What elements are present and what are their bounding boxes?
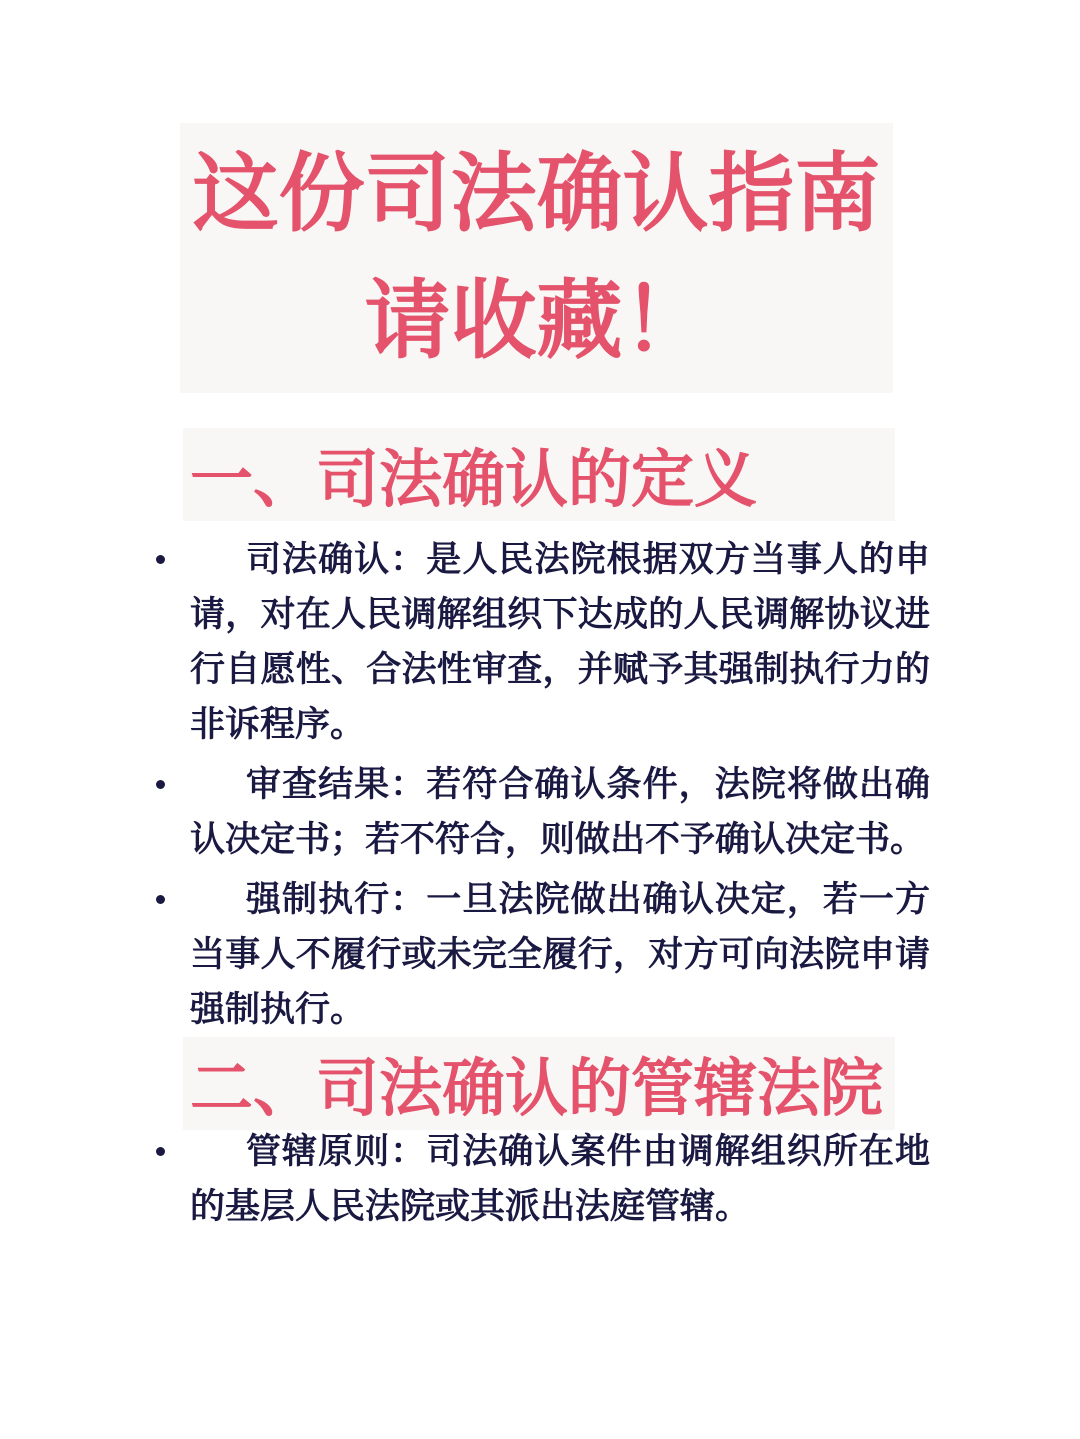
page-title-line-1: 这份司法确认指南 — [192, 146, 881, 243]
bullet-text: 强制执行：一旦法院做出确认决定，若一方当事人不履行或未完全履行，对方可向法院申请强制执行。 — [190, 880, 930, 1029]
section-1-bullet-list — [190, 532, 930, 1042]
title-block — [180, 123, 893, 393]
bullet-item — [190, 872, 930, 1037]
bullet-text: 管辖原则：司法确认案件由调解组织所在地的基层人民法院或其派出法庭管辖。 — [190, 1132, 930, 1226]
bullet-dot-icon — [156, 780, 165, 789]
bullet-dot-icon — [156, 1147, 165, 1156]
page-title-line-2: 请收藏！ — [364, 273, 709, 369]
section-1-heading: 一、司法确认的定义 — [183, 428, 895, 521]
section-2-heading: 二、司法确认的管辖法院 — [183, 1037, 895, 1130]
bullet-item — [190, 757, 930, 867]
bullet-text: 审查结果：若符合确认条件，法院将做出确认决定书；若不符合，则做出不予确认决定书。 — [190, 765, 930, 859]
bullet-dot-icon — [156, 555, 165, 564]
bullet-text: 司法确认：是人民法院根据双方当事人的申请，对在人民调解组织下达成的人民调解协议进行自愿性、合法性审查，并赋予其强制执行力的非诉程序。 — [190, 540, 930, 744]
section-2-bullet-list — [190, 1124, 930, 1239]
bullet-item — [190, 1124, 930, 1234]
bullet-item — [190, 532, 930, 752]
bullet-dot-icon — [156, 895, 165, 904]
